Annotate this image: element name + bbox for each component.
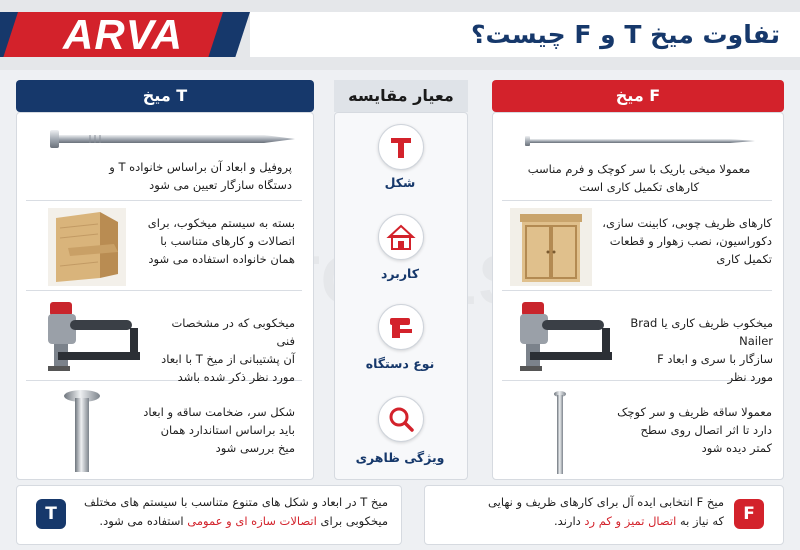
nail-gun-icon bbox=[378, 304, 424, 350]
f-appearance-description bbox=[600, 403, 772, 457]
text-part: استفاده می شود. bbox=[99, 514, 188, 528]
wood-joint-image bbox=[48, 208, 126, 286]
t-appearance-description bbox=[135, 403, 295, 457]
f-usage-description bbox=[600, 214, 772, 268]
brad-nailer-image bbox=[512, 298, 617, 374]
t-shape-description bbox=[30, 158, 292, 194]
text-part: میخکوبی برای bbox=[316, 514, 388, 528]
text-line bbox=[76, 512, 388, 531]
f-shape-description bbox=[505, 160, 773, 196]
t-nail-column-header: میخ T bbox=[16, 80, 314, 112]
criteria-label-usage: کاربرد bbox=[380, 266, 420, 281]
f-nail-closeup-image bbox=[552, 390, 568, 474]
text-line: میخ بررسی شود bbox=[215, 441, 295, 455]
brand-logo: ARVA bbox=[63, 11, 183, 58]
text-line: دارد تا اثر اتصال روی سطح bbox=[640, 423, 772, 437]
text-line: بسته به سیستم میخکوب، برای bbox=[147, 216, 295, 230]
highlight-text: اتصال تمیز و کم رد bbox=[584, 514, 677, 528]
f-summary-text bbox=[440, 493, 724, 531]
text-line: شکل سر، ضخامت ساقه و ابعاد bbox=[143, 405, 295, 419]
text-line: پروفیل و ابعاد آن براساس خانواده T و bbox=[109, 160, 292, 174]
row-divider bbox=[26, 200, 302, 201]
magnifier-icon bbox=[378, 396, 424, 442]
t-tool-description bbox=[150, 314, 295, 386]
text-part: که نیاز به bbox=[676, 514, 724, 528]
text-line: میخکوبی که در مشخصات فنی bbox=[171, 316, 295, 348]
criteria-label-shape: شکل bbox=[384, 175, 416, 190]
text-line: میخکوب ظریف کاری یا Brad Nailer bbox=[630, 316, 773, 348]
house-icon bbox=[378, 214, 424, 260]
f-nail-column-header: میخ F bbox=[492, 80, 784, 112]
text-line: سازگار با سری و ابعاد F bbox=[657, 352, 773, 366]
row-divider bbox=[502, 200, 772, 201]
t-nail-closeup-image bbox=[62, 388, 102, 472]
f-nail-image bbox=[525, 133, 755, 147]
t-nail-image bbox=[50, 128, 295, 150]
f-tool-description bbox=[605, 314, 773, 386]
text-line: مورد نظر bbox=[727, 370, 773, 384]
text-line: معمولا میخی باریک با سر کوچک و فرم مناسب bbox=[527, 162, 751, 176]
text-part: دارند. bbox=[554, 514, 585, 528]
row-divider bbox=[26, 290, 302, 291]
highlight-text: اتصالات سازه ای و عمومی bbox=[187, 514, 317, 528]
page-title: تفاوت میخ T و F چیست؟ bbox=[471, 20, 780, 49]
text-line: همان خانواده استفاده می شود bbox=[148, 252, 295, 266]
text-line: تکمیل کاری bbox=[716, 252, 772, 266]
nail-gun-image bbox=[40, 298, 145, 374]
row-divider bbox=[502, 290, 772, 291]
text-line: باید براساس استاندارد همان bbox=[160, 423, 295, 437]
criteria-label-tool: نوع دستگاه bbox=[365, 356, 435, 371]
text-line: کارهای ظریف چوبی، کابینت سازی، bbox=[602, 216, 772, 230]
text-line: اتصالات و کارهای متناسب با bbox=[160, 234, 295, 248]
t-shape-icon bbox=[378, 124, 424, 170]
text-line: کمتر دیده شود bbox=[701, 441, 772, 455]
text-line: میخ T در ابعاد و شکل های متنوع متناسب با سیستم های مختلف bbox=[84, 495, 388, 509]
criteria-column-header: معیار مقایسه bbox=[334, 80, 468, 112]
criteria-label-appearance: ویژگی ظاهری bbox=[355, 450, 445, 465]
text-line: مورد نظر ذکر شده باشد bbox=[177, 370, 295, 384]
t-badge: T bbox=[36, 499, 66, 529]
t-summary-text bbox=[76, 493, 388, 531]
text-line: معمولا ساقه ظریف و سر کوچک bbox=[617, 405, 772, 419]
text-line: میخ F انتخابی ایده آل برای کارهای ظریف و نهایی bbox=[488, 495, 724, 509]
f-badge: F bbox=[734, 499, 764, 529]
text-line: دکوراسیون، نصب زهوار و قطعات bbox=[609, 234, 772, 248]
cabinet-image bbox=[510, 208, 592, 286]
text-line bbox=[440, 512, 724, 531]
t-usage-description bbox=[135, 214, 295, 268]
text-line: آن پشتیبانی از میخ T با ابعاد bbox=[161, 352, 295, 366]
text-line: کارهای تکمیل کاری است bbox=[578, 180, 700, 194]
text-line: دستگاه سازگار تعیین می شود bbox=[149, 178, 292, 192]
